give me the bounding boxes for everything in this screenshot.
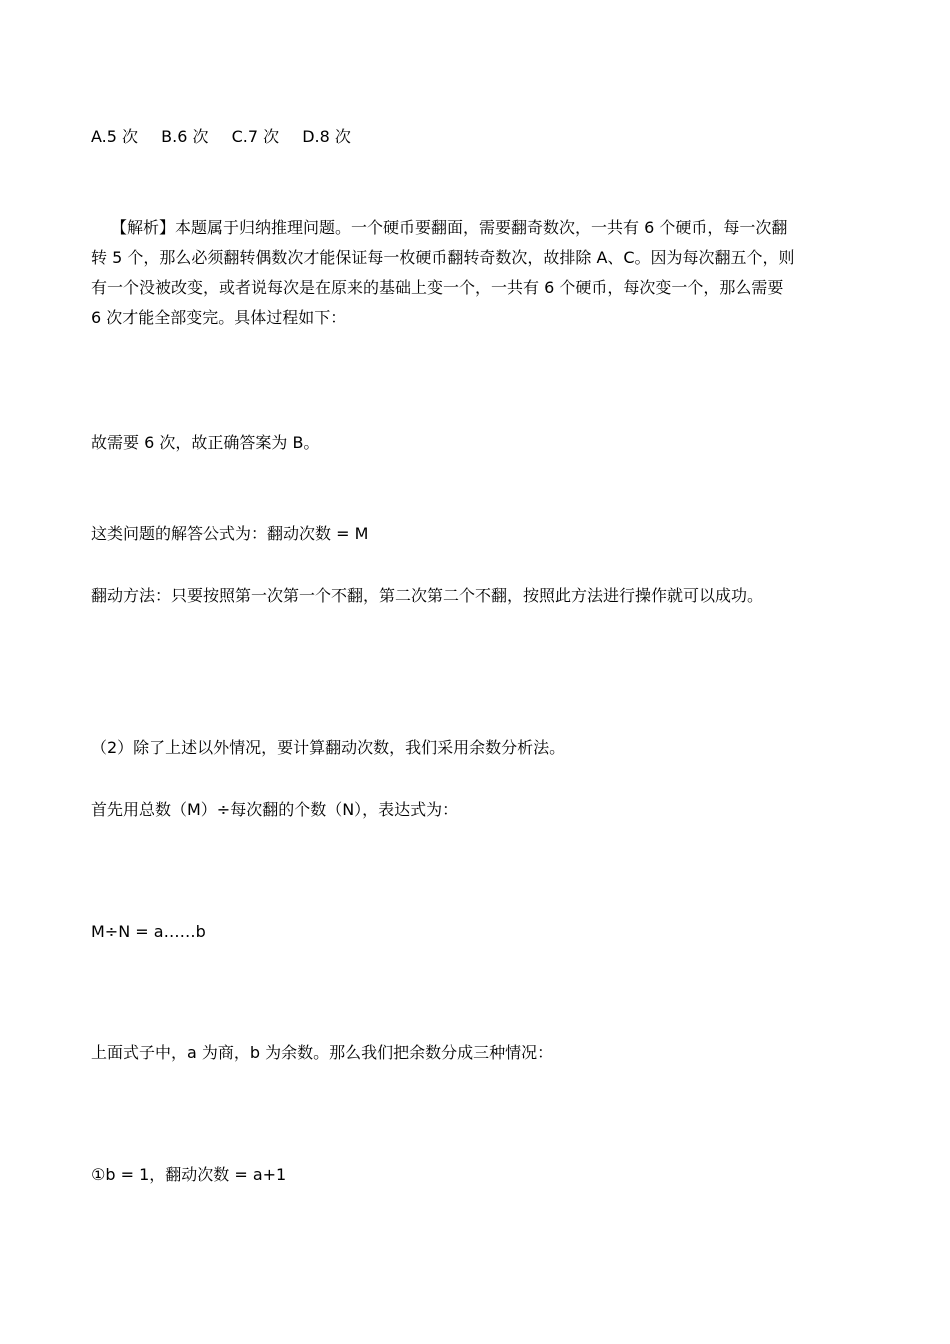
conclusion-line: 故需要 6 次，故正确答案为 B。 <box>91 433 320 452</box>
analysis-paragraph <box>91 213 861 333</box>
option-c: C.7 次 <box>231 127 280 146</box>
expression-line: M÷N = a……b <box>91 922 206 941</box>
answer-options <box>91 126 369 148</box>
analysis-line-3: 有一个没被改变，或者说每次是在原来的基础上变一个，一共有 6 个硬币，每次变一个，那么需要 <box>91 278 784 297</box>
case-one-line: ①b = 1，翻动次数 = a+1 <box>91 1165 287 1184</box>
option-d: D.8 次 <box>302 127 351 146</box>
analysis-line-2: 转 5 个，那么必须翻转偶数次才能保证每一枚硬币翻转奇数次，故排除 A、C。因为每次翻五个，则 <box>91 248 795 267</box>
option-a: A.5 次 <box>91 127 139 146</box>
remainder-intro-line: 上面式子中，a 为商，b 为余数。那么我们把余数分成三种情况： <box>91 1043 554 1062</box>
expression-intro-line: 首先用总数（M）÷每次翻的个数（N），表达式为： <box>91 800 459 819</box>
case-2-line: （2）除了上述以外情况，要计算翻动次数，我们采用余数分析法。 <box>91 738 566 757</box>
method-line: 翻动方法：只要按照第一次第一个不翻，第二次第二个不翻，按照此方法进行操作就可以成功。 <box>91 586 764 605</box>
formula-line: 这类问题的解答公式为：翻动次数 = M <box>91 524 369 543</box>
analysis-line-4: 6 次才能全部变完。具体过程如下： <box>91 308 347 327</box>
analysis-line-1: 【解析】本题属于归纳推理问题。一个硬币要翻面，需要翻奇数次，一共有 6 个硬币，每一次翻 <box>111 218 788 237</box>
option-b: B.6 次 <box>161 127 209 146</box>
